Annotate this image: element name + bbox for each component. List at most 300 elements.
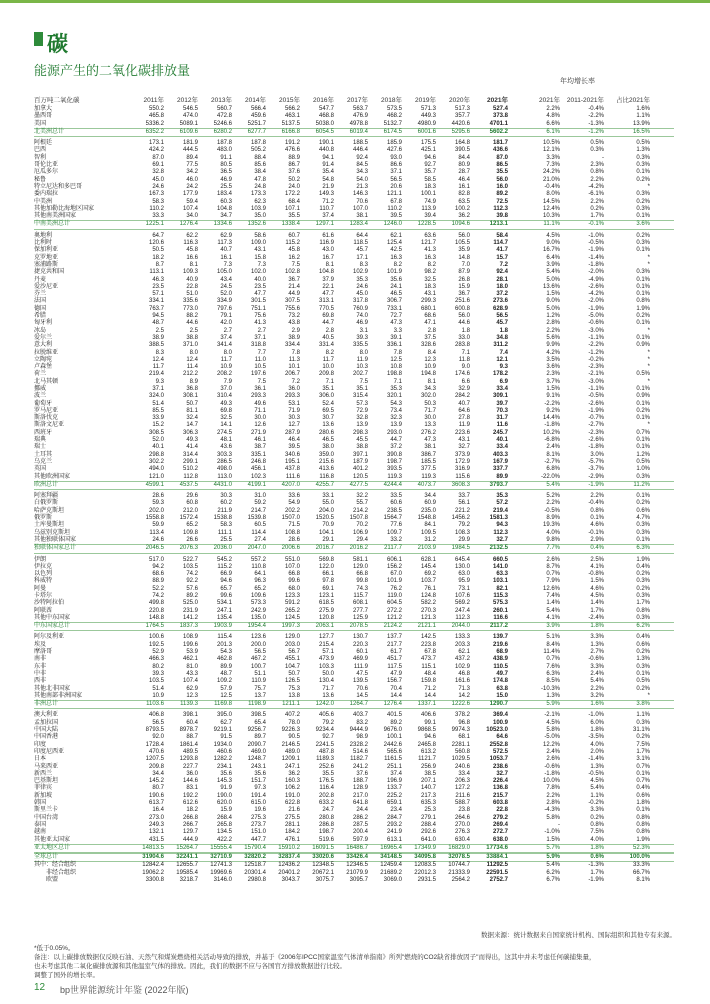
table-cell: 440.8 (318, 147, 334, 154)
table-cell: 46.5 (322, 437, 334, 444)
table-cell: 2.8 (427, 327, 436, 334)
table-cell: 190.6 (148, 792, 164, 799)
table-cell: 10.3 (356, 364, 368, 371)
table-cell: 560.7 (216, 106, 232, 112)
table-cell: 514.6 (352, 748, 368, 755)
table-cell: 71.1 (254, 407, 266, 414)
table-cell: 115.2 (217, 563, 232, 570)
table-cell: 28.7 (458, 169, 470, 176)
table-cell: 14.2 (458, 692, 470, 699)
table-cell: 33020.6 (312, 854, 334, 861)
table-cell: 1.5% (546, 291, 560, 298)
table-row (34, 720, 674, 727)
table-cell: -0.2% (588, 800, 604, 807)
table-cell: 161.6 (454, 678, 470, 685)
table-cell: 23.4 (390, 807, 402, 814)
table-cell: 1337.1 (417, 701, 436, 708)
table-cell: 221.2 (454, 507, 470, 514)
row-label: 菲律宾 (34, 785, 53, 792)
table-cell: 7.8% (546, 785, 560, 792)
row-label: 保加利亚 (34, 247, 59, 254)
table-cell: 212.0 (182, 507, 198, 514)
table-row (34, 255, 674, 262)
table-cell: -2.2% (588, 113, 604, 120)
table-cell: 32820.2 (244, 854, 266, 861)
table-cell: 115.6 (455, 473, 470, 480)
table-row (34, 862, 674, 869)
table-cell: 7.1 (393, 378, 402, 385)
table-cell: 1283.4 (349, 221, 368, 228)
table-cell: 107.0 (284, 563, 300, 570)
table-cell: 6.6% (546, 120, 560, 127)
row-label: 独联体国家总计 (34, 545, 77, 552)
table-cell: 280.6 (318, 429, 334, 436)
table-cell: 660.5 (492, 556, 508, 563)
table-cell: 129.7 (182, 829, 198, 836)
table-cell: 34.3 (424, 385, 436, 392)
table-cell: 2.5 (155, 327, 164, 334)
table-cell: 398.5 (250, 712, 266, 719)
table-cell: -1.2% (588, 349, 604, 356)
table-cell: 88.7 (186, 734, 198, 741)
table-cell: 1.7% (636, 748, 650, 755)
table-cell: 1954.4 (247, 623, 266, 630)
row-label: 瑞典 (34, 437, 47, 444)
table-row (34, 298, 674, 305)
table-cell: -0.5% (588, 770, 604, 777)
total-row (34, 220, 674, 229)
table-cell: 61.7 (390, 649, 402, 656)
table-cell: 107.0 (352, 205, 368, 212)
table-cell: 4199.1 (247, 481, 266, 488)
table-cell: 44.6 (458, 320, 470, 327)
table-cell: 2.5% (590, 556, 604, 563)
table-cell: 25.3 (424, 807, 436, 814)
table-row (34, 656, 674, 663)
table-cell: 264.6 (454, 814, 470, 821)
table-cell: 48.7 (152, 320, 164, 327)
table-cell: 11.7 (220, 356, 232, 363)
table-cell: 0.7% (546, 656, 560, 663)
table-cell: 4255.7 (315, 481, 334, 488)
table-cell: 505.2 (250, 147, 266, 154)
table-row (34, 778, 674, 785)
table-cell: 8.4 (427, 349, 436, 356)
table-row (34, 147, 674, 154)
table-cell: 272.7 (492, 829, 508, 836)
row-label: 斯洛伐克 (34, 415, 59, 422)
table-cell: 71.3 (458, 685, 470, 692)
row-label: 比利时 (34, 240, 53, 247)
table-cell: 603.8 (492, 800, 508, 807)
page-number: 12 (34, 982, 46, 993)
table-cell: 123.1 (318, 593, 334, 599)
table-cell: 238.6 (492, 763, 508, 770)
table-cell: 181.7 (492, 140, 508, 147)
table-cell: 32.3 (390, 415, 402, 422)
row-label: 委内瑞拉 (34, 191, 59, 198)
table-cell: 69.8 (220, 407, 232, 414)
table-cell: 60.8 (186, 500, 198, 507)
row-label: 泰国 (34, 821, 47, 828)
table-cell: 125.9 (352, 614, 368, 621)
table-cell: 45.7 (356, 247, 368, 254)
table-cell: 286.5 (216, 458, 232, 465)
table-cell: 2328.2 (349, 741, 368, 748)
table-cell: 103.1 (492, 578, 508, 585)
table-row (34, 586, 674, 593)
table-row (34, 291, 674, 298)
table-cell: 272.2 (386, 607, 402, 614)
table-cell: 462.1 (182, 656, 198, 663)
table-cell: 173.1 (148, 140, 164, 147)
table-cell: 32.8 (152, 169, 164, 176)
table-cell: 1.2% (636, 451, 650, 458)
table-cell: 7.7% (546, 545, 560, 552)
table-cell: 104.7 (284, 663, 300, 670)
table-cell: 56.5 (152, 719, 164, 726)
table-cell: 46.4 (458, 176, 470, 183)
table-cell: 112.8 (183, 473, 198, 480)
table-cell: -0.5% (588, 240, 604, 247)
table-cell: 58.4 (496, 232, 508, 239)
year-header: 2018年 (381, 97, 402, 104)
table-cell: 74.9 (424, 198, 436, 205)
table-cell: 246.8 (250, 458, 266, 465)
table-cell: 9444.9 (349, 727, 368, 734)
table-cell: 293.3 (284, 393, 300, 400)
row-label: 斯里兰卡 (34, 807, 59, 814)
table-cell: 571.3 (420, 106, 436, 112)
table-cell: 135.4 (216, 614, 232, 621)
table-cell: -1.8% (544, 770, 560, 777)
table-cell: 33.1 (322, 493, 334, 500)
table-cell: 19.3% (542, 522, 560, 529)
table-cell: 39.7 (496, 400, 508, 407)
table-cell: 0.5% (636, 140, 650, 147)
unit-label: 百万吨二氧化碳 (34, 97, 80, 104)
table-cell: 9256.7 (247, 727, 266, 734)
table-cell: 369.4 (492, 712, 508, 719)
table-cell: 569.2 (454, 600, 470, 607)
table-cell: 266.7 (182, 821, 198, 828)
table-cell: 7.0 (461, 261, 470, 268)
table-cell: 1.1% (590, 792, 604, 799)
table-cell: 47.7 (254, 291, 266, 298)
table-cell: 16.4 (152, 807, 164, 814)
row-label: 卡塔尔 (34, 593, 53, 599)
table-cell: 286.8 (318, 821, 334, 828)
table-cell: 172.9 (454, 458, 470, 465)
table-cell: 1.8 (499, 327, 508, 334)
table-cell: 269.4 (492, 821, 508, 828)
table-row (34, 240, 674, 247)
table-cell: 12.4 (186, 356, 198, 363)
table-cell: 10.3% (542, 213, 560, 220)
table-cell: 38.8 (356, 444, 368, 451)
table-cell: 2036.0 (213, 545, 232, 552)
table-cell: 27.4 (254, 536, 266, 543)
row-label: 中国大陆 (34, 727, 59, 734)
table-row (34, 415, 674, 422)
table-cell: -4.3% (544, 807, 560, 814)
table-cell: 465.8 (148, 113, 164, 120)
row-label: 阿根廷 (34, 140, 53, 147)
table-cell: 100.9 (492, 719, 508, 726)
table-cell: 2047.0 (247, 545, 266, 552)
table-cell: 1.3% (590, 763, 604, 770)
table-cell: 56.7 (288, 649, 300, 656)
table-cell: 124.8 (420, 593, 436, 599)
table-cell: 57.6 (186, 585, 198, 592)
table-cell: 1.3% (546, 692, 560, 699)
table-cell: 175.5 (420, 140, 436, 147)
table-cell: 156.7 (386, 678, 402, 685)
table-cell: 2752.7 (489, 876, 508, 883)
table-cell: 446.4 (352, 147, 368, 154)
table-cell: 1161.5 (384, 756, 402, 763)
table-cell: 37.5 (424, 334, 436, 341)
table-cell: 24.1 (390, 283, 402, 290)
table-cell: 770.5 (318, 305, 334, 312)
table-cell: 622.8 (284, 800, 300, 807)
table-cell: 69.8 (322, 313, 334, 320)
table-cell: 39.8 (496, 213, 508, 220)
table-cell: 39.5 (390, 213, 402, 220)
table-cell: 38.0 (322, 444, 334, 451)
table-cell: 2016.7 (315, 545, 334, 552)
table-cell: 34.8 (496, 334, 508, 341)
table-cell: 194.8 (420, 371, 436, 378)
table-row (34, 815, 674, 822)
table-cell: -3.0% (588, 327, 604, 334)
row-label: 拉脱维亚 (34, 349, 59, 356)
table-cell: 103.5 (182, 563, 198, 570)
table-cell: 249.3 (148, 821, 164, 828)
table-cell: 68.6 (424, 313, 436, 320)
table-cell: 85.6 (254, 162, 266, 169)
table-cell: 8.3 (359, 261, 368, 268)
table-cell: 191.0 (284, 792, 300, 799)
table-cell: 47.5 (356, 670, 368, 677)
table-cell: 2.2% (590, 685, 604, 692)
table-cell: 79.2 (458, 522, 470, 529)
table-cell: 32078.5 (448, 854, 470, 861)
table-cell: 136.8 (492, 785, 508, 792)
table-row (34, 444, 674, 451)
table-cell: 620.0 (216, 800, 232, 807)
table-cell: 618.5 (318, 600, 334, 607)
table-cell: 185.9 (386, 140, 402, 147)
table-cell: 44.7 (390, 437, 402, 444)
table-row (34, 140, 674, 147)
table-cell: 2.7 (223, 327, 232, 334)
table-cell: 34148.5 (380, 854, 402, 861)
table-cell: 397.1 (352, 451, 368, 458)
table-cell: 8.2 (427, 261, 436, 268)
table-cell: 21.3 (356, 183, 368, 190)
table-cell: 7.1 (461, 349, 470, 356)
table-cell: 156.2 (386, 563, 402, 570)
table-cell: 176.5 (318, 778, 334, 785)
table-cell: 6.7% (546, 876, 560, 883)
table-cell: 0.6% (590, 854, 604, 861)
table-cell: 0.4% (590, 545, 604, 552)
table-cell: 8.1 (189, 261, 198, 268)
table-cell: 28.1 (496, 276, 508, 283)
table-cell: - (558, 821, 560, 828)
table-cell: 33.4 (458, 770, 470, 777)
table-cell: 0.8% (636, 821, 650, 828)
table-cell: 69.2 (424, 571, 436, 578)
row-label: 西非 (34, 678, 47, 685)
table-cell: 398.1 (182, 712, 198, 719)
row-label: 印度 (34, 741, 47, 748)
table-cell: 151.7 (250, 778, 266, 785)
table-cell: 8.1 (427, 378, 436, 385)
table-cell: 37.0 (220, 385, 232, 392)
table-cell: 12083.5 (414, 862, 436, 869)
table-cell: 4.8% (546, 113, 560, 120)
table-cell: 192.2 (182, 792, 198, 799)
table-cell: -1.9% (588, 407, 604, 414)
table-row (34, 508, 674, 515)
table-cell: 70.9 (322, 522, 334, 529)
table-cell: 37.2 (390, 444, 402, 451)
footnote: 也未考虑其他二氧化碳排放源和其他温室气体的排放。因此，我们的数据不应与各国官方排放数据进行比较。 (34, 963, 346, 970)
table-cell: 499.8 (148, 600, 164, 607)
year-header: 2011年 (143, 97, 164, 104)
table-cell: 99.8 (356, 578, 368, 585)
table-cell: 192.5 (148, 641, 164, 648)
table-cell: 1.5% (590, 578, 604, 585)
table-row (34, 466, 674, 473)
table-cell: 0.7% (636, 429, 650, 436)
table-cell: 24.6 (152, 536, 164, 543)
table-cell: 0.3% (636, 240, 650, 247)
table-cell: 0.8% (590, 169, 604, 176)
table-cell: 1997.3 (281, 623, 300, 630)
table-cell: 56.5 (496, 313, 508, 320)
table-row (34, 357, 674, 364)
table-cell: 183.4 (216, 191, 232, 198)
table-cell: 0.8% (636, 607, 650, 614)
table-cell: 64.1 (254, 571, 266, 578)
table-cell: 3.3% (590, 634, 604, 641)
table-cell: 167.3 (148, 191, 164, 198)
table-cell: 247.1 (216, 607, 232, 614)
row-label: 加拿大 (34, 106, 53, 112)
table-cell: 11292.5 (486, 862, 508, 869)
table-cell: 4.5% (590, 593, 604, 599)
table-cell: 144.6 (182, 778, 198, 785)
table-cell: 107.1 (284, 205, 300, 212)
table-cell: -5.7% (588, 458, 604, 465)
table-cell: 62.1 (390, 232, 402, 239)
row-label: 越南 (34, 829, 47, 836)
table-row (34, 693, 674, 700)
row-label: 德国 (34, 305, 47, 312)
row-label: 伊朗 (34, 556, 47, 563)
table-cell: 12.3 (424, 356, 436, 363)
table-cell: 75.6 (254, 313, 266, 320)
table-cell: 15.7 (496, 254, 508, 261)
table-cell: 337.7 (492, 466, 508, 473)
row-label: 土耳其 (34, 451, 53, 458)
table-cell: 109.0 (250, 240, 266, 247)
table-cell: 86.5 (496, 162, 508, 169)
table-cell: 42.5 (390, 247, 402, 254)
table-cell: 151.0 (250, 829, 266, 836)
table-cell: 9676.0 (383, 727, 402, 734)
table-cell: 46.9 (356, 320, 368, 327)
table-cell: 1.3% (636, 656, 650, 663)
table-cell: 187.9 (352, 458, 368, 465)
table-cell: 1209.1 (281, 756, 300, 763)
row-label: 中美洲 (34, 198, 53, 205)
table-cell: 5.4% (546, 862, 560, 869)
table-cell: 85.5 (152, 407, 164, 414)
table-cell: 2.6% (546, 756, 560, 763)
table-cell: 56.5 (254, 649, 266, 656)
table-cell: 15555.4 (210, 844, 232, 851)
table-cell: 7.1 (325, 378, 334, 385)
table-cell: 84.4 (458, 154, 470, 161)
table-cell: 211.6 (455, 792, 470, 799)
table-cell: 72.5 (496, 198, 508, 205)
table-cell: 373.8 (492, 113, 508, 120)
row-label: 墨西哥 (34, 113, 53, 120)
table-cell: 4207.0 (281, 481, 300, 488)
table-row (34, 452, 674, 459)
table-cell: 11.1% (543, 221, 560, 228)
table-row (34, 184, 674, 191)
table-cell: 81.1 (186, 407, 198, 414)
table-cell: 177.9 (182, 191, 198, 198)
table-cell: 2090.7 (247, 741, 266, 748)
table-cell: 314.4 (182, 451, 198, 458)
table-cell: 12.5 (220, 692, 232, 699)
table-cell: 3300.8 (145, 876, 164, 883)
table-cell: 401.5 (386, 712, 402, 719)
table-cell: 20301.4 (244, 869, 266, 876)
table-cell: 76.2 (390, 585, 402, 592)
table-row (34, 247, 674, 254)
table-cell: 223.6 (454, 429, 470, 436)
table-cell: 33.6 (288, 493, 300, 500)
table-cell: 75.3 (288, 685, 300, 692)
row-label: 以色列 (34, 571, 53, 578)
table-row (34, 169, 674, 176)
table-cell: 1861.4 (179, 741, 198, 748)
table-cell: 164.8 (454, 140, 470, 147)
table-cell: 129.0 (284, 634, 300, 641)
table-cell: 444.5 (182, 147, 198, 154)
table-cell: 35.3 (496, 493, 508, 500)
table-cell: 275.9 (318, 607, 334, 614)
table-cell: 474.0 (182, 113, 198, 120)
table-cell: 468.2 (386, 113, 402, 120)
table-cell: 107.4 (182, 678, 198, 685)
table-cell: 265.8 (216, 821, 232, 828)
table-cell: 102.9 (454, 663, 470, 670)
table-cell: -2.3% (588, 364, 604, 371)
table-cell: 66.8 (288, 571, 300, 578)
table-cell: 142.5 (420, 634, 436, 641)
table-cell: 45.0 (356, 291, 368, 298)
table-cell: 9974.3 (451, 727, 470, 734)
table-row (34, 459, 674, 466)
